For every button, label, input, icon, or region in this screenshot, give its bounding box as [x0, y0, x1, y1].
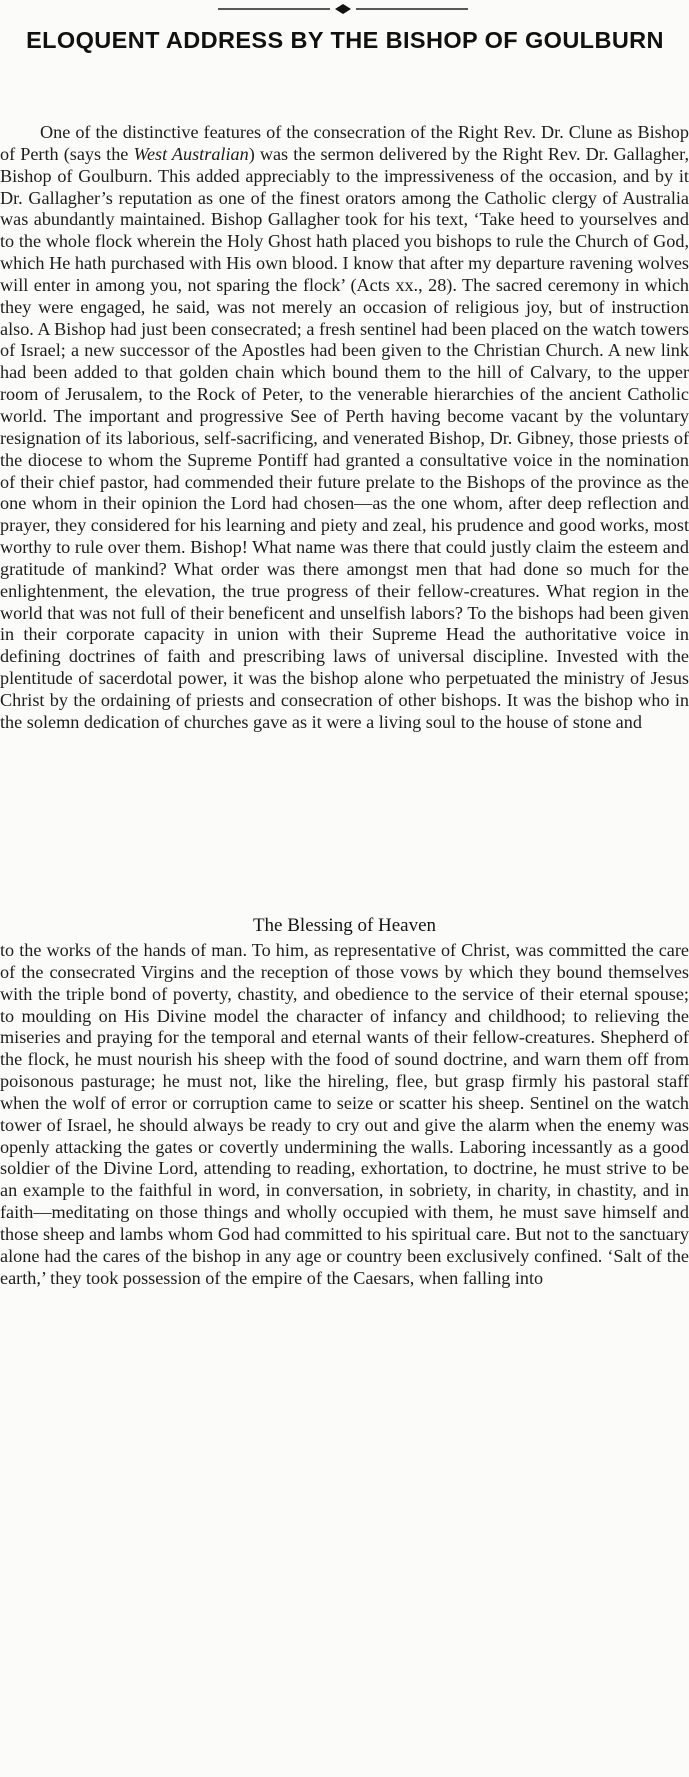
ornamental-rule-icon: [218, 4, 468, 14]
paragraph-1-rest: ) was the sermon delivered by the Right Rev. Dr. Gallagher, Bishop of Goulburn. This added appreciably to the impressiveness of the occasion, and by it Dr. Gallagher’s reputation as one of the finest orators among the Catholic clergy of Australia was abundantly maintained. Bishop Gallagher took for his text, ‘Take heed to yourselves and to the whole flock wherein the Holy Ghost hath placed you bishops to rule the Church of God, which He hath purchased with His own blood. I know that after my departure ravening wolves will enter in among you, not sparing the flock’ (Acts xx., 28). The sacred ceremony in which they were engaged, he said, was not merely an occasion of religious joy, but of instruction also. A Bishop had just been consecrated; a fresh sentinel had been placed on the watch towers of Israel; a new successor of the Apostles had been given to the Christian Church. A new link had been added to that golden chain which bound them to the hill of Calvary, to the upper room of Jerusalem, to the Rock of Peter, to the venerable hierarchies of the ancient Catholic world. The important and progressive See of Perth having become vacant by the voluntary resignation of its laborious, self-sacrificing, and venerated Bishop, Dr. Gibney, those priests of the diocese to whom the Supreme Pontiff had granted a consultative voice in the nomination of their chief pastor, had commended their future prelate to the Bishops of the province as the one whom in their opinion the Lord had chosen—as the one whom, after deep reflection and prayer, they considered for his learning and piety and zeal, his prudence and good works, most worthy to rule over them. Bishop! What name was there that could justly claim the esteem and gratitude of mankind? What order was there amongst men that had done so much for the enlightenment, the elevation, the true progress of their fellow-creatures. What region in the world that was not full of their beneficent and unselfish labors? To the bishops had been given in their corporate capacity in union with their Supreme Head the authoritative voice in defining doctrines of faith and prescribing laws of universal discipline. Invested with the plentitude of sacerdotal power, it was the bishop alone who perpetuated the ministry of Jesus Christ by the ordaining of priests and consecration of other bishops. It was the bishop who in the solemn dedication of churches gave as it were a living soul to the house of stone and: [0, 143, 689, 732]
paragraph-1-opening: One of the distinctive features of the consecration of the Right Rev. Dr. Clune as Bishop of Perth (says the: [0, 122, 689, 164]
publication-name: West Australian: [133, 143, 249, 164]
section-subheading: The Blessing of Heaven: [252, 915, 437, 936]
paragraph-2: to the works of the hands of man. To him, as representative of Christ, was committed the care of the consecrated Virgins and the reception of those vows by which they bound themselves with the triple bond of poverty, chastity, and obedience to the service of their eternal spouse; to moulding on His Divine model the character of infancy and childhood; to relieving the miseries and praying for the temporal and eternal wants of their fellow-creatures. Shepherd of the flock, he must nourish his sheep with the food of sound doctrine, and warn them off from poisonous pasturage; he must not, like the hireling, flee, but grasp firmly his pastoral staff when the wolf of error or corruption came to seize or scatter his sheep. Sentinel on the watch tower of Israel, he should always be ready to cry out and give the alarm when the enemy was openly attacking the gates or covertly undermining the walls. Laboring incessantly as a good soldier of the Divine Lord, attending to reading, exhortation, to doctrine, he must strive to be an example to the faithful in word, in conversation, in sobriety, in charity, in chastity, and in faith—meditating on those things and wholly occupied with them, he must save himself and those sheep and lambs whom God had committed to his spiritual care. But not to the sanctuary alone had the cares of the bishop in any age or country been exclusively confined. ‘Salt of the earth,’ they took possession of the empire of the Caesars, when falling into: [0, 940, 689, 1288]
article-body-first: [0, 122, 689, 734]
article-headline: ELOQUENT ADDRESS BY THE BISHOP OF GOULBURN: [26, 27, 664, 53]
paragraph-1: [0, 122, 689, 734]
article-body-second: [0, 940, 689, 1290]
